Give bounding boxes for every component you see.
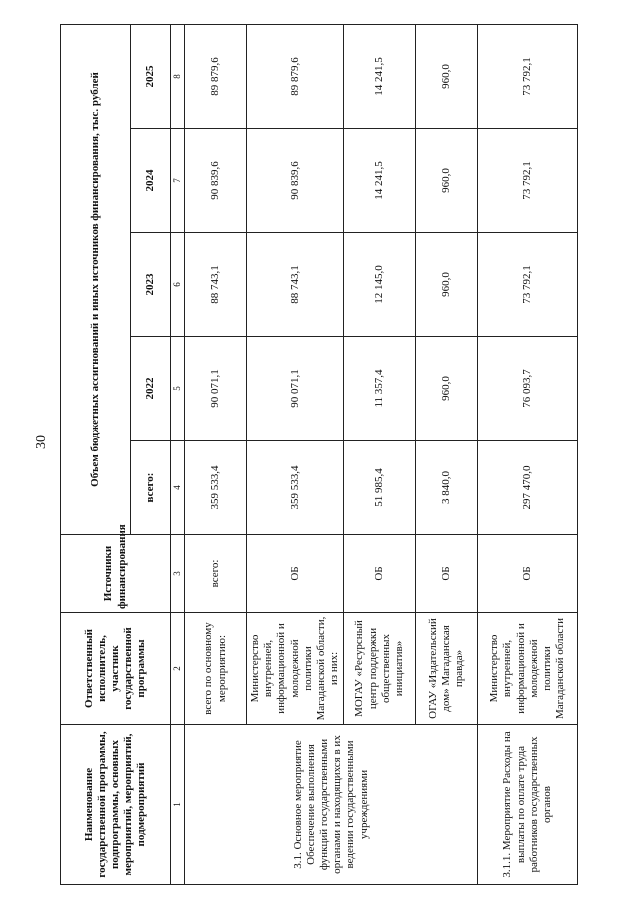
page-number: 30 xyxy=(34,435,49,449)
value-2023-cell: 88 743,1 xyxy=(185,233,247,337)
rotated-table-container xyxy=(60,25,620,885)
col-number: 2 xyxy=(171,613,185,725)
header-executor: Ответственный исполнитель, участник государственной программы xyxy=(61,613,171,725)
header-total: всего: xyxy=(131,441,171,535)
value-2023-cell: 960,0 xyxy=(416,233,478,337)
value-2023-cell: 88 743,1 xyxy=(247,233,344,337)
header-source: Источники финансирования xyxy=(61,535,171,613)
value-2022-cell: 11 357,4 xyxy=(344,337,416,441)
total-cell: 51 985,4 xyxy=(344,441,416,535)
total-cell: 359 533,4 xyxy=(247,441,344,535)
header-name: Наименование государственной программы, подпрограммы, основных мероприятий, мероприятий, подмероприятий xyxy=(61,725,171,885)
value-2023-cell: 73 792,1 xyxy=(478,233,578,337)
executor-cell: Министерство внутренней, информационной и молодежной политики Магаданской области, из них: xyxy=(247,613,344,725)
total-cell: 359 533,4 xyxy=(185,441,247,535)
value-2022-cell: 76 093,7 xyxy=(478,337,578,441)
source-cell: всего: xyxy=(185,535,247,613)
sub-event-name: 3.1.1. Мероприятие Расходы на выплаты по оплате труда работников государственных органов xyxy=(478,725,578,885)
col-number: 7 xyxy=(171,129,185,233)
header-volume: Объем бюджетных ассигнований и иных источников финансирования, тыс. рублей xyxy=(61,24,131,534)
header-2022: 2022 xyxy=(131,337,171,441)
col-number: 4 xyxy=(171,441,185,535)
executor-cell: ОГАУ «Издательский дом» Магаданская правда» xyxy=(416,613,478,725)
financing-table xyxy=(60,24,578,885)
source-cell: ОБ xyxy=(416,535,478,613)
value-2024-cell: 90 839,6 xyxy=(247,129,344,233)
value-2022-cell: 90 071,1 xyxy=(247,337,344,441)
col-number: 1 xyxy=(171,725,185,885)
main-event-name: 3.1. Основное мероприятие Обеспечение выполнения функций государственными органами и находящихся в их ведении государственными учреждениями xyxy=(185,725,478,885)
header-2025: 2025 xyxy=(131,24,171,128)
value-2024-cell: 14 241,5 xyxy=(344,129,416,233)
total-cell: 297 470,0 xyxy=(478,441,578,535)
total-cell: 3 840,0 xyxy=(416,441,478,535)
table-row xyxy=(478,24,578,884)
executor-cell: Министерство внутренней, информационной и молодежной политики Магаданской области xyxy=(478,613,578,725)
value-2024-cell: 90 839,6 xyxy=(185,129,247,233)
value-2025-cell: 73 792,1 xyxy=(478,24,578,128)
value-2025-cell: 89 879,6 xyxy=(185,24,247,128)
header-2023: 2023 xyxy=(131,233,171,337)
value-2025-cell: 960,0 xyxy=(416,24,478,128)
source-cell: ОБ xyxy=(478,535,578,613)
executor-cell: всего по основному мероприятию: xyxy=(185,613,247,725)
value-2025-cell: 89 879,6 xyxy=(247,24,344,128)
col-number: 8 xyxy=(171,24,185,128)
header-2024: 2024 xyxy=(131,129,171,233)
value-2022-cell: 960,0 xyxy=(416,337,478,441)
value-2024-cell: 960,0 xyxy=(416,129,478,233)
table-row xyxy=(185,24,247,884)
source-cell: ОБ xyxy=(344,535,416,613)
col-number: 3 xyxy=(171,535,185,613)
executor-cell: МОГАУ «Ресурсный центр поддержки общественных инициатив» xyxy=(344,613,416,725)
value-2024-cell: 73 792,1 xyxy=(478,129,578,233)
value-2025-cell: 14 241,5 xyxy=(344,24,416,128)
source-cell: ОБ xyxy=(247,535,344,613)
col-number: 5 xyxy=(171,337,185,441)
col-number: 6 xyxy=(171,233,185,337)
value-2023-cell: 12 145,0 xyxy=(344,233,416,337)
value-2022-cell: 90 071,1 xyxy=(185,337,247,441)
